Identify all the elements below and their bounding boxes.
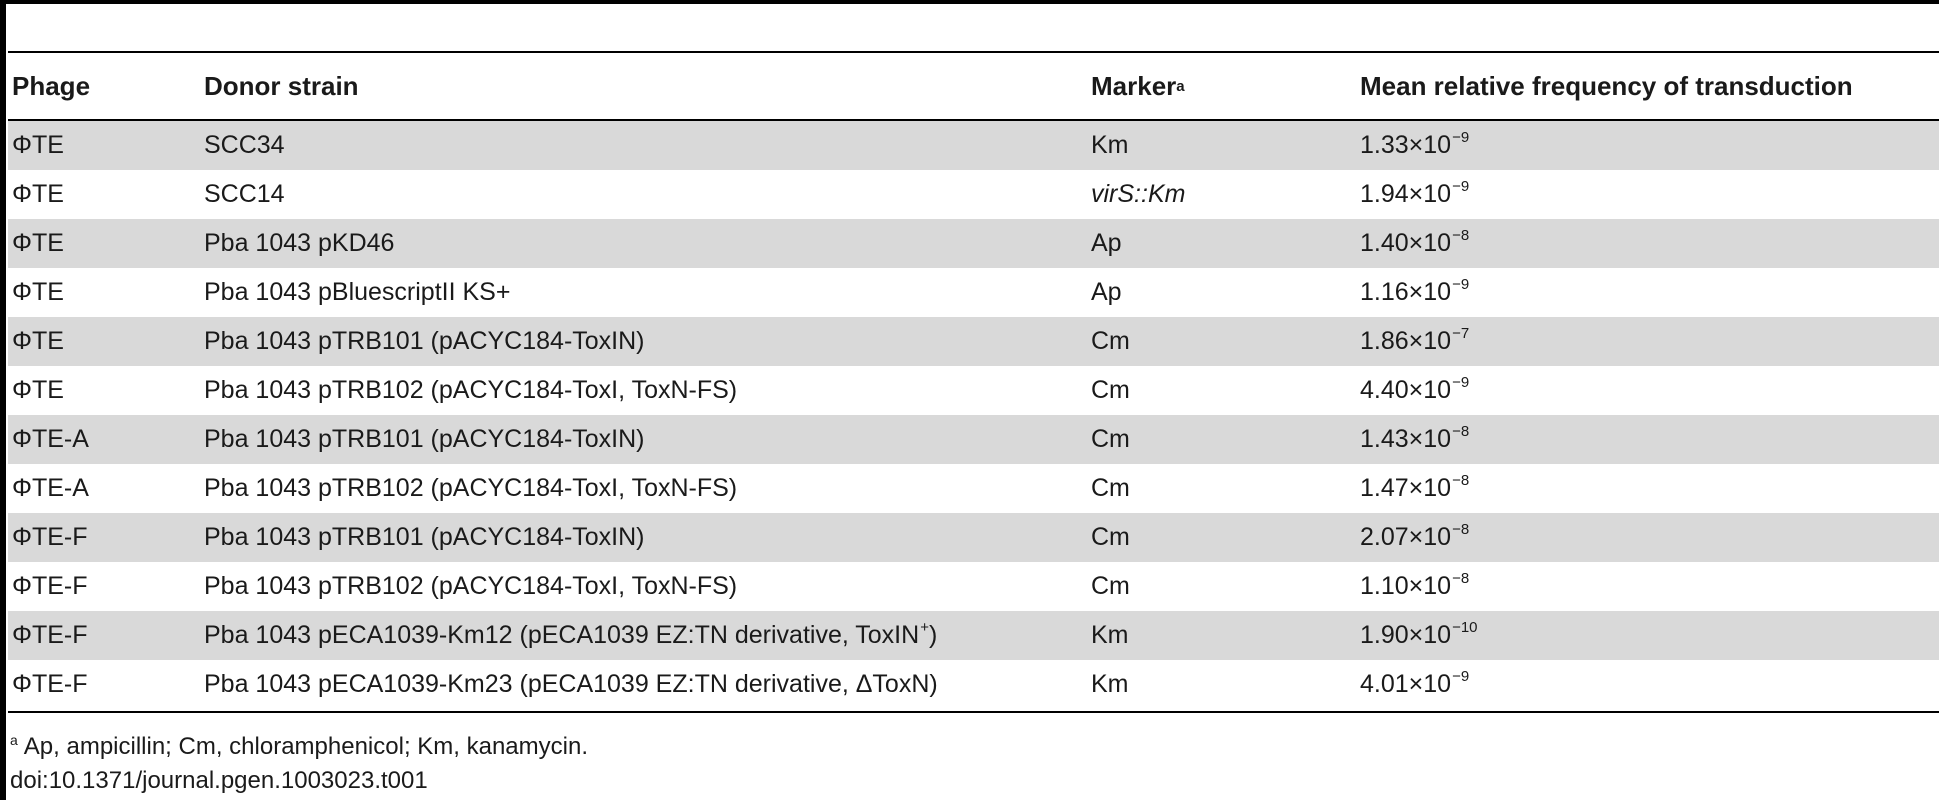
doi-line: doi:10.1371/journal.pgen.1003023.t001 [10,767,428,794]
page-left-border [0,0,6,800]
frequency-mantissa: 4.01×10 [1360,670,1452,698]
frequency-mantissa: 1.16×10 [1360,278,1452,306]
cell-phage: ΦTE [12,327,64,355]
donor-text: Pba 1043 pECA1039-Km23 (pECA1039 EZ:TN derivative, ΔToxN) [204,670,938,698]
cell-phage: ΦTE-A [12,425,89,453]
header-frequency: Mean relative frequency of transduction [1360,71,1853,101]
cell-donor-strain [204,317,645,366]
header-donor-strain: Donor strain [204,71,359,101]
donor-text: Pba 1043 pTRB101 (pACYC184-ToxIN) [204,425,645,453]
frequency-exponent: −8 [1452,472,1470,489]
frequency-mantissa: 4.40×10 [1360,376,1452,404]
frequency-exponent: −10 [1452,619,1478,636]
table-row [8,562,1939,611]
cell-frequency [1360,219,1469,268]
cell-phage: ΦTE-F [12,572,88,600]
frequency-exponent: −7 [1452,325,1470,342]
frequency-mantissa: 1.47×10 [1360,474,1452,502]
cell-donor-strain [204,170,285,219]
donor-text: SCC34 [204,131,285,159]
table-row [8,611,1939,660]
donor-text: SCC14 [204,180,285,208]
table-top-rule [0,0,1939,4]
cell-marker: Cm [1091,425,1130,453]
cell-marker: Cm [1091,376,1130,404]
cell-donor-strain [204,611,937,660]
table-row [8,317,1939,366]
frequency-mantissa: 1.94×10 [1360,180,1452,208]
cell-frequency [1360,366,1469,415]
header-phage: Phage [12,71,91,101]
header-marker-footnote-ref: a [1176,78,1185,95]
cell-phage: ΦTE [12,229,64,257]
table-row [8,415,1939,464]
footnote-marker: a [10,732,18,748]
table-row [8,268,1939,317]
cell-phage: ΦTE-A [12,474,89,502]
frequency-exponent: −9 [1452,668,1470,685]
cell-phage: ΦTE [12,180,64,208]
cell-phage: ΦTE-F [12,523,88,551]
table-body [8,121,1939,709]
donor-text: Pba 1043 pTRB101 (pACYC184-ToxIN) [204,523,645,551]
cell-donor-strain [204,121,285,170]
cell-frequency [1360,121,1469,170]
cell-marker: Cm [1091,572,1130,600]
donor-text-tail: ) [928,621,938,649]
cell-donor-strain [204,464,737,513]
cell-marker: Cm [1091,523,1130,551]
cell-phage: ΦTE [12,376,64,404]
cell-marker: Km [1091,131,1129,159]
table-row [8,366,1939,415]
cell-donor-strain [204,366,737,415]
table-footnote [10,733,588,761]
frequency-exponent: −8 [1452,521,1470,538]
frequency-exponent: −9 [1452,374,1470,391]
cell-donor-strain [204,268,510,317]
donor-text: Pba 1043 pTRB102 (pACYC184-ToxI, ToxN-FS) [204,572,738,600]
donor-text: Pba 1043 pECA1039-Km12 (pECA1039 EZ:TN derivative, ToxIN [204,621,920,649]
frequency-mantissa: 1.90×10 [1360,621,1452,649]
table-bottom-rule [8,711,1939,713]
cell-frequency [1360,562,1469,611]
cell-frequency [1360,611,1478,660]
cell-donor-strain [204,660,938,709]
cell-marker: Ap [1091,229,1122,257]
cell-donor-strain [204,562,737,611]
table-row [8,464,1939,513]
cell-frequency [1360,415,1469,464]
cell-marker: Cm [1091,327,1130,355]
frequency-exponent: −8 [1452,227,1470,244]
donor-text: Pba 1043 pTRB102 (pACYC184-ToxI, ToxN-FS) [204,474,738,502]
cell-donor-strain [204,219,394,268]
cell-phage: ΦTE-F [12,670,88,698]
frequency-mantissa: 2.07×10 [1360,523,1452,551]
footnote-text: Ap, ampicillin; Cm, chloramphenicol; Km, kanamycin. [23,733,588,760]
frequency-mantissa: 1.43×10 [1360,425,1452,453]
cell-marker: Ap [1091,278,1122,306]
frequency-exponent: −8 [1452,423,1470,440]
donor-superscript: + [920,619,929,636]
table-row [8,170,1939,219]
cell-marker: virS::Km [1091,180,1186,208]
frequency-mantissa: 1.10×10 [1360,572,1452,600]
cell-frequency [1360,660,1469,709]
table-row [8,121,1939,170]
frequency-mantissa: 1.86×10 [1360,327,1452,355]
cell-phage: ΦTE [12,131,64,159]
cell-donor-strain [204,415,645,464]
donor-text: Pba 1043 pTRB102 (pACYC184-ToxI, ToxN-FS) [204,376,738,404]
cell-frequency [1360,170,1469,219]
cell-phage: ΦTE [12,278,64,306]
frequency-exponent: −9 [1452,276,1470,293]
donor-text: Pba 1043 pTRB101 (pACYC184-ToxIN) [204,327,645,355]
cell-marker: Km [1091,621,1129,649]
cell-frequency [1360,464,1469,513]
donor-text: Pba 1043 pBluescriptII KS+ [204,278,511,306]
frequency-mantissa: 1.33×10 [1360,131,1452,159]
donor-text: Pba 1043 pKD46 [204,229,395,257]
cell-frequency [1360,317,1469,366]
cell-donor-strain [204,513,645,562]
cell-frequency [1360,513,1469,562]
frequency-mantissa: 1.40×10 [1360,229,1452,257]
table-header [8,53,1939,119]
cell-marker: Km [1091,670,1129,698]
frequency-exponent: −9 [1452,129,1470,146]
frequency-exponent: −9 [1452,178,1470,195]
header-marker [1091,71,1185,102]
table-row [8,660,1939,709]
cell-frequency [1360,268,1469,317]
table-row [8,513,1939,562]
frequency-exponent: −8 [1452,570,1470,587]
cell-marker: Cm [1091,474,1130,502]
table-row [8,219,1939,268]
cell-phage: ΦTE-F [12,621,88,649]
header-marker-label: Marker [1091,71,1177,101]
